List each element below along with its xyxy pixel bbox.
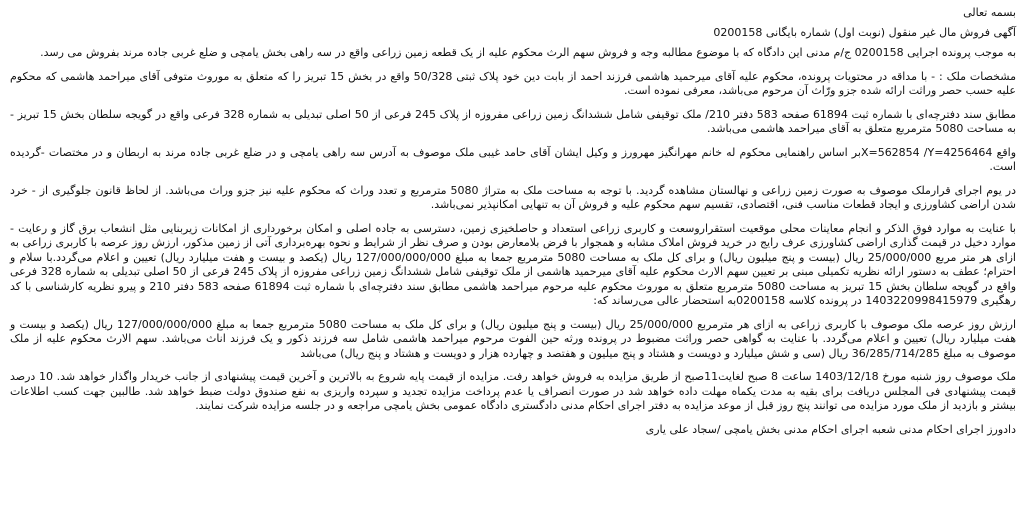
basmala-heading: بسمه تعالی xyxy=(963,6,1016,19)
property-specs-paragraph: مشخصات ملک : - با مداقه در محتویات پرونده، محکوم علیه آقای میرحمید هاشمی فرزند احمد از بابت دین خود پلاک ثبتی 50/328 واقع در بخش 15 تبریز را که متعلق به موروث متوفی آقای میراحمد هاشمی که محکوم علیه حسب حصر وراثت ارائه شده جزو ورّاث آن مرحوم می‌باشد، معرفی نموده است. xyxy=(10,69,1016,97)
deed-paragraph: مطابق سند دفترچه‌ای با شماره ثبت 61894 صفحه 583 دفتر 210/ ملک توقیفی شامل ششدانگ زمین زراعی مفروزه از پلاک 245 فرعی از 50 اصلی تبدیلی به شماره 328 فرعی واقع در گویجه سلطان بخش 15 تبریز - به مساحت 5080 مترمربع متعلق به آقای میراحمد هاشمی می‌باشد. xyxy=(10,107,1016,135)
location-paragraph: واقع X=562854 /Y=4256464بر اساس راهنمایی محکوم له خانم مهرانگیز مهرورز و وکیل ایشان آقای حامد غیبی ملک موصوف به آدرس سه راهی یامچی و در ضلع غربی جاده مرند به اربطان و در مختصات -گردیده است. xyxy=(10,145,1016,173)
notice-title: آگهی فروش مال غیر منقول (نوبت اول) شماره بایگانی 0200158 xyxy=(713,26,1016,39)
appraisal-paragraph: با عنایت به موارد فوق الذکر و انجام معاینات محلی موقعیت استقراروسعت و کاربری زراعی استعداد و حاصلخیزی زمین، دسترسی به جاده اصلی و امکان برخورداری از امکانات زیربنایی مثل انشعاب برق گاز و رعایت - موارد دخیل در قیمت گذاری اراضی کشاورزی عرف رایج در خرید فروش املاک مشابه و همجوار با فرض بلامعارض بودن و صرف نظر از شرایط و نحوه بهره‌برداری آتی از زمین مذکور، ارزش روز عرصه با کاربری زراعی به ازای هر متر مربع 25/000/000 ریال (بیست و پنج میلیون ریال) و برای کل ملک به مساحت 5080 مترمربع جمعا به مبلغ 127/000/000/000 ریال (یکصد و بیست و هفت میلیارد ریال) تعیین و اعلام می‌گردد.با سلام و احترام؛ عطف به دستور ارائه نظریه تکمیلی مبنی بر تعیین سهم الارث محکوم علیه آقای میرحمید هاشمی از ملک توقیفی شامل ششدانگ زمین زراعی مفروزه از پلاک 245 فرعی از 50 اصلی تبدیلی به شماره 328 فرعی واقع در گویجه سلطان بخش 15 تبریز به مساحت 5080 مترمربع متعلق به موروث محکوم علیه مرحوم میراحمد هاشمی مطابق سند دفترچه‌ای با شماره ثبت 61894 صفحه 583 دفتر 210 و پیرو نظریه کارشناسی با کد رهگیری 1403220998415979 در پرونده کلاسه 0200158به استحضار عالی می‌رساند که: xyxy=(10,221,1017,307)
case-paragraph: به موجب پرونده اجرایی 0200158 ج/م مدنی این دادگاه که با موضوع مطالبه وجه و فروش سهم الرث محکوم علیه از یک قطعه زمین زراعی واقع در سه راهی بخش یامچی و ضلع غربی جاده مرند بفروش می رسد. xyxy=(40,46,1016,59)
inheritance-value-paragraph: ارزش روز عرصه ملک موصوف با کاربری زراعی به ازای هر مترمربع 25/000/000 ریال (بیست و پنج میلیون ریال) و برای کل ملک به مساحت 5080 مترمربع جمعا به مبلغ 127/000/000/000 ریال (یکصد و بیست و هفت میلیارد ریال) تعیین و اعلام می‌گردد. با عنایت به گواهی حصر وراثت مضبوط در پرونده ورثه حین الفوت مرحوم میراحمد هاشمی شامل سه فرزند ذکور و یک فرزند اناث می‌باشد. سهم الارث محکوم علیه از ملک موصوف به مبلغ 36/285/714/285 ریال (سی و شش میلیارد و دویست و هشتاد و پنج میلیون و هفتصد و چهارده هزار و دویست و هشتاد و پنج ریال) می‌باشد xyxy=(10,317,1016,360)
auction-terms-paragraph: ملک موصوف روز شنبه مورخ 1403/12/18 ساعت 8 صبح لغایت11صبح از طریق مزایده به فروش خواهد رفت. مزایده از قیمت پایه شروع به بالاترین و آخرین قیمت پیشنهادی از جانب خریدار واگذار خواهد شد. 10 درصد قیمت پیشنهادی فی المجلس دریافت برای بقیه به مدت یکماه مهلت داده خواهد شد در صورت انصراف یا عدم پرداخت مزایده تجدید و سپرده واریزی به نفع صندوق دولت ضبط خواهد شد. طالبین جهت کسب اطلاعات بیشتر و بازدید از ملک مورد مزایده می توانند پنج روز قبل از موعد مزایده به دفتر اجرای احکام مدنی دادگستری دادگاه عمومی بخش یامچی مراجعه و در جلسه مزایده شرکت نمایند. xyxy=(10,370,1016,412)
inspection-paragraph: در یوم اجرای قرارملک موصوف به صورت زمین زراعی و نهالستان مشاهده گردید. با توجه به مساحت ملک به متراژ 5080 مترمربع و تعدد وراث که محکوم علیه نیز جزو وراث می‌باشد. از لحاظ قانون جلوگیری از - خرد شدن اراضی کشاورزی و ایجاد قطعات مناسب فنی، اقتصادی، تقسیم سهم محکوم علیه و فروش آن به تنهایی امکانپذیر نمی‌باشد. xyxy=(10,183,1016,211)
signature-line: دادورز اجرای احکام مدنی شعبه اجرای احکام مدنی بخش یامچی /سجاد علی یاری xyxy=(645,422,1016,436)
